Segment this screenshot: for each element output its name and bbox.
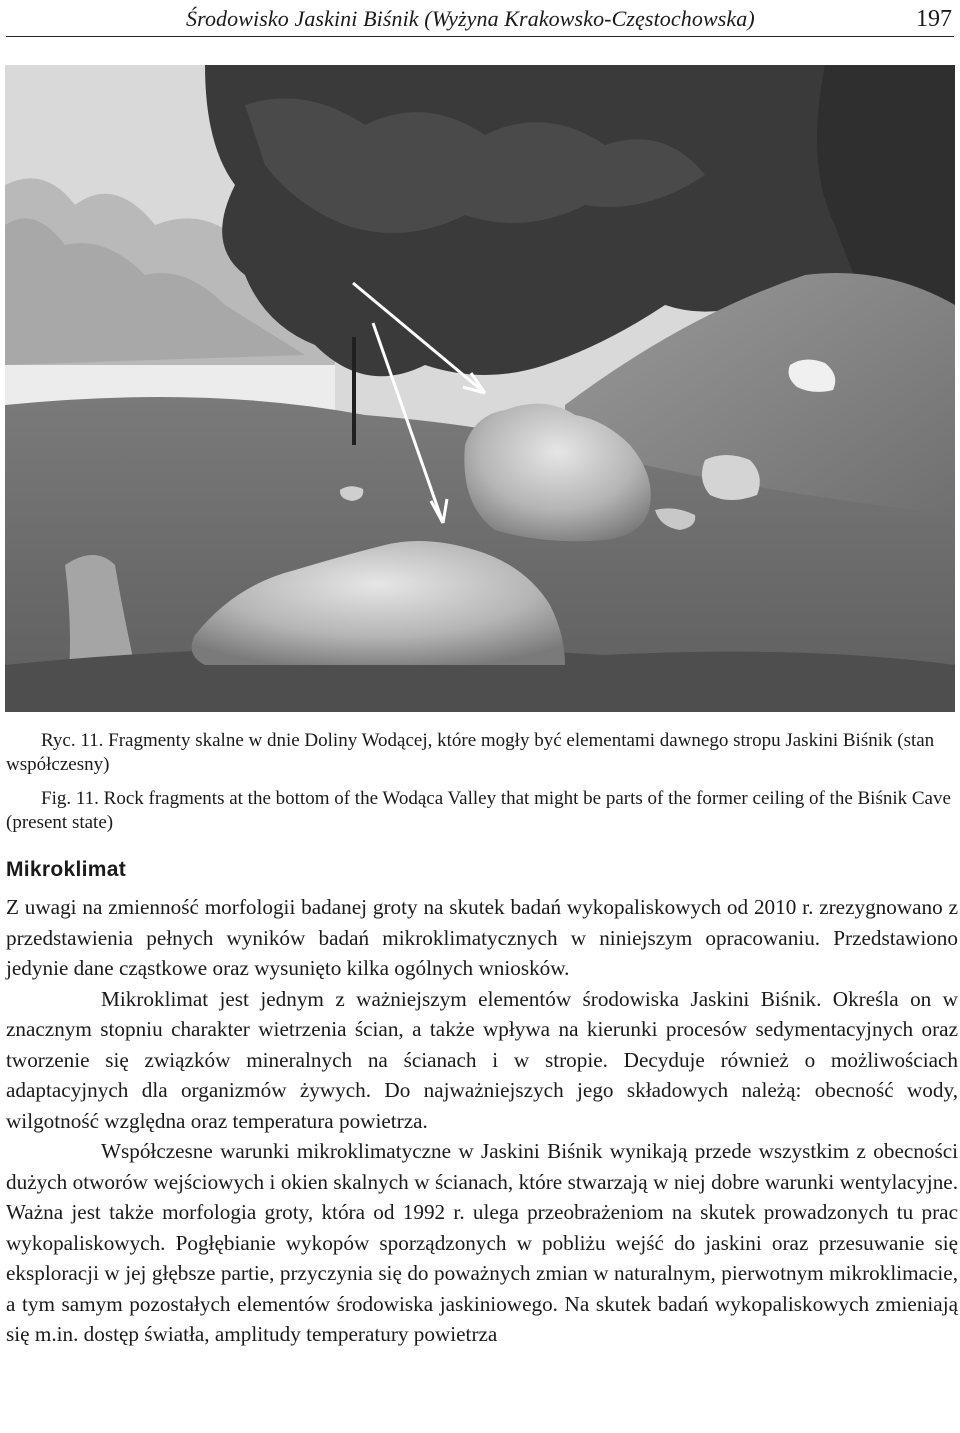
paragraph-1: Z uwagi na zmienność morfologii badanej groty na skutek badań wykopaliskowych od 2010 r. zrezygnowano z przedstawienia pełnych wyników badań mikroklimatycznych w niniejszym opracowaniu. Przedstawiono jedynie dane cząstkowe oraz wysunięto kilka ogólnych wniosków. — [6, 895, 958, 980]
figure-caption-polish: Ryc. 11. Fragmenty skalne w dnie Doliny Wodącej, które mogły być elementami dawnego stropu Jaskini Biśnik (stan współczesny) — [6, 730, 935, 775]
section-heading: Mikroklimat — [6, 858, 126, 881]
page-number: 197 — [916, 6, 952, 32]
running-title: Środowisko Jaskini Biśnik (Wyżyna Krakowsko-Częstochowska) — [186, 6, 755, 31]
paragraph-3: Współczesne warunki mikroklimatyczne w Jaskini Biśnik wynikają przede wszystkim z obecności dużych otworów wejściowych i okien skalnych w ścianach, które stwarzają w niej dobre warunki wentylacyjne. Ważna jest także morfologia groty, która od 1992 r. ulega przeobrażeniom na skutek prowadzonych tu prac wykopaliskowych. Pogłębianie wykopów sporządzonych w pobliżu wejść do jaskini oraz przesuwanie się eksploracji w jej głębsze partie, przyczynia się do poważnych zmian w naturalnym, pierwotnym mikroklimacie, a tym samym pozostałych elementów środowiska jaskiniowego. Na skutek badań wykopaliskowych zmieniają się m.in. dostęp światła, amplitudy temperatury powietrza — [6, 1139, 958, 1346]
figure-photo — [5, 65, 955, 712]
figure-caption-english: Fig. 11. Rock fragments at the bottom of the Wodąca Valley that might be parts of the former ceiling of the Biśnik Cave (present state) — [6, 788, 951, 833]
running-header — [6, 2, 954, 37]
photo-rock-fragments — [5, 65, 955, 712]
body-text — [6, 892, 958, 1350]
paragraph-2: Mikroklimat jest jednym z ważniejszym elementów środowiska Jaskini Biśnik. Określa on w znacznym stopniu charakter wietrzenia ścian, a także wpływa na kierunki procesów sedymentacyjnych oraz tworzenie się związków mineralnych na ścianach i w stropie. Decyduje również o możliwościach adaptacyjnych dla organizmów żywych. Do najważniejszych jego składowych należą: obecność wody, wilgotność względna oraz temperatura powietrza. — [6, 986, 958, 1133]
